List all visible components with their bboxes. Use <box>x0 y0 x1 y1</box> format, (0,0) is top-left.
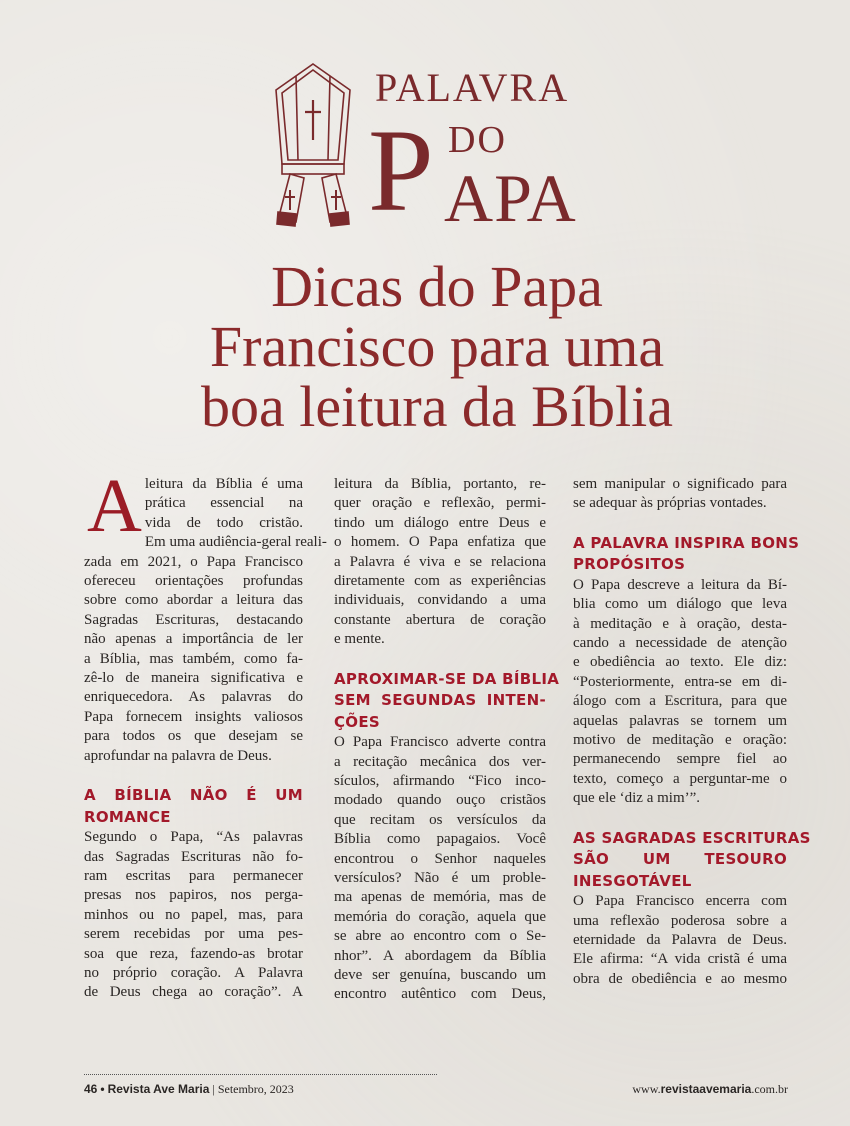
text-line: soa que reza, fazendo-as brotar <box>84 945 303 962</box>
article-column-2 <box>334 475 560 1005</box>
bullet: • <box>100 1082 105 1096</box>
text-line: versículos? Não é um proble- <box>334 870 546 886</box>
text-line: blia como um diálogo que leva <box>573 596 787 613</box>
text-line: sem manipular o significado para <box>573 476 787 492</box>
text-line: no próprio coração. A Palavra <box>84 964 303 981</box>
text-line: uma reflexão poderosa sobre a <box>573 912 787 929</box>
section-heading <box>84 785 303 828</box>
mitre-icon <box>268 60 358 230</box>
text-line: presas nos papiros, nos perga- <box>84 887 303 904</box>
heading-line: PROPÓSITOS <box>573 555 686 574</box>
paragraph <box>573 892 787 989</box>
text-line: constante abertura de coração <box>334 611 546 628</box>
article-column-3 <box>573 475 811 989</box>
magazine-name: Revista Ave Maria <box>107 1082 210 1096</box>
text-line: a Bíblia, mas também, como fa- <box>84 650 303 667</box>
text-line: de Deus chega ao coração”. A <box>84 984 303 1001</box>
logo-word-palavra: PALAVRA <box>375 65 570 110</box>
paragraph <box>334 733 546 1005</box>
paragraph <box>573 576 787 809</box>
text-line: obra de obediência e ao mesmo <box>573 970 787 987</box>
text-line: sobre como abordar a leitura das <box>84 592 303 609</box>
text-line: a recitação mecânica dos ver- <box>334 753 546 770</box>
text-line: “Posteriormente, entra-se em di- <box>573 673 787 690</box>
issue-date: Setembro, 2023 <box>217 1082 294 1096</box>
text-line: aquelas palavras se tornem um <box>573 712 787 729</box>
text-line: Em uma audiência-geral reali- <box>144 534 327 551</box>
heading-line: ÇÕES <box>334 712 381 731</box>
heading-line: APROXIMAR-SE DA BÍBLIA <box>334 669 560 688</box>
heading-line: A PALAVRA INSPIRA BONS <box>573 533 800 552</box>
footer-divider <box>84 1074 437 1075</box>
heading-line: INESGOTÁVEL <box>573 871 692 890</box>
footer-website[interactable] <box>632 1082 788 1097</box>
text-line: zada em 2021, o Papa Francisco <box>84 553 303 570</box>
text-line: Segundo o Papa, “As palavras <box>84 829 303 846</box>
text-line: se abre ao encontro com o Se- <box>334 928 546 945</box>
text-line: não apenas a importância de ler <box>84 631 303 648</box>
text-line: das Sagradas Escrituras não fo- <box>84 848 303 865</box>
text-line: O Papa Francisco encerra com <box>573 893 787 910</box>
page-number: 46 <box>84 1082 98 1096</box>
section-heading <box>334 669 560 734</box>
text-line: O Papa descreve a leitura da Bí- <box>573 576 787 593</box>
text-line: álogo com a Escritura, para que <box>573 693 787 710</box>
text-line: vida de todo cristão. <box>144 514 303 531</box>
text-line: O Papa Francisco adverte contra <box>334 734 546 751</box>
text-line: Papa fornecem insights valiosos <box>84 708 303 725</box>
text-line: encontro autêntico com Deus, <box>334 986 546 1003</box>
text-line: Ele afirma: “A vida cristã é uma <box>573 951 787 968</box>
text-line: aprofundar na palavra de Deus. <box>84 747 272 764</box>
paragraph <box>334 475 546 650</box>
text-line: tindo um diálogo entre Deus e <box>334 514 546 531</box>
text-line: ram escritas para permanecer <box>84 867 303 884</box>
text-line: para todos os que desejam se <box>84 728 303 745</box>
palavra-do-papa-logo <box>262 58 602 236</box>
text-line: diretamente com as experiências <box>334 573 546 590</box>
title-line: boa leitura da Bíblia <box>201 374 673 439</box>
text-line: Sagradas Escrituras, destacando <box>84 611 303 628</box>
heading-line: ROMANCE <box>84 807 171 826</box>
drop-cap: A <box>87 464 142 548</box>
article-column-1 <box>84 464 327 1003</box>
text-line: enriquecedora. As palavras do <box>84 689 303 706</box>
text-line: individuais, convidando a uma <box>334 592 546 609</box>
text-line: deve ser genuína, buscando um <box>334 967 546 984</box>
paragraph <box>84 828 303 1003</box>
text-line: e mente. <box>334 631 385 648</box>
section-heading <box>573 828 811 893</box>
section-heading <box>573 533 800 576</box>
text-line: leitura da Bíblia, portanto, re- <box>334 476 546 492</box>
text-line: memória do coração, aquela que <box>334 908 546 925</box>
footer-page-info <box>84 1082 294 1097</box>
text-line: minhos ou no papel, mas, para <box>84 906 303 923</box>
text-line: a Palavra é viva e se relaciona <box>334 553 546 570</box>
text-line: texto, começo a perguntar-me o <box>573 770 787 787</box>
logo-word-do: DO <box>448 119 507 161</box>
article-title <box>0 254 850 439</box>
logo-word-apa: APA <box>444 160 577 236</box>
url-suffix: .com.br <box>751 1082 788 1096</box>
separator: | <box>212 1082 215 1096</box>
paragraph <box>573 475 787 514</box>
text-line: quer oração e reflexão, permi- <box>334 495 546 512</box>
text-line: zê-lo de maneira significativa e <box>84 670 303 687</box>
text-line: serem recebidas por uma pes- <box>84 926 303 943</box>
text-line: modado quando ouço cristãos <box>334 792 546 809</box>
text-line: que ele ‘diz a mim’”. <box>573 790 701 807</box>
text-line: ofereceu orientações profundas <box>84 573 303 590</box>
url-brand: revistaavemaria <box>660 1082 752 1096</box>
text-line: o homem. O Papa enfatiza que <box>334 534 546 551</box>
text-line: encontrou o Senhor naqueles <box>334 850 546 867</box>
text-line: que recitam os versículos da <box>334 811 546 828</box>
heading-line: A BÍBLIA NÃO É UM <box>84 786 303 805</box>
text-line: e obediência ao texto. Ele diz: <box>573 654 787 671</box>
text-line: Bíblia como papagaios. Você <box>334 831 546 848</box>
text-line: leitura da Bíblia é uma <box>144 476 303 492</box>
title-line: Francisco para uma <box>209 314 665 379</box>
text-line: nhor”. A abordagem da Bíblia <box>334 947 546 964</box>
text-line: à meditação e à oração, desta- <box>573 615 787 632</box>
heading-line: AS SAGRADAS ESCRITURAS <box>573 828 811 847</box>
heading-line: SÃO UM TESOURO <box>573 850 787 869</box>
text-line: prática essencial na <box>144 495 303 512</box>
text-line: motivo de meditação e oração: <box>573 732 787 749</box>
url-prefix: www. <box>632 1082 661 1096</box>
text-line: se adequar às próprias vontades. <box>573 495 767 512</box>
text-line: sículos, afirmando “Fico inco- <box>334 772 546 789</box>
text-line: cando a necessidade de atenção <box>573 635 787 652</box>
text-line: permanecendo sempre fiel ao <box>573 751 787 768</box>
text-line: ma apenas de memória, mas de <box>334 889 546 906</box>
title-line: Dicas do Papa <box>271 254 603 319</box>
heading-line: SEM SEGUNDAS INTEN- <box>334 691 546 710</box>
text-line: eternidade da Palavra de Deus. <box>573 932 787 948</box>
paragraph <box>84 464 327 766</box>
logo-initial-p: P <box>368 105 434 236</box>
